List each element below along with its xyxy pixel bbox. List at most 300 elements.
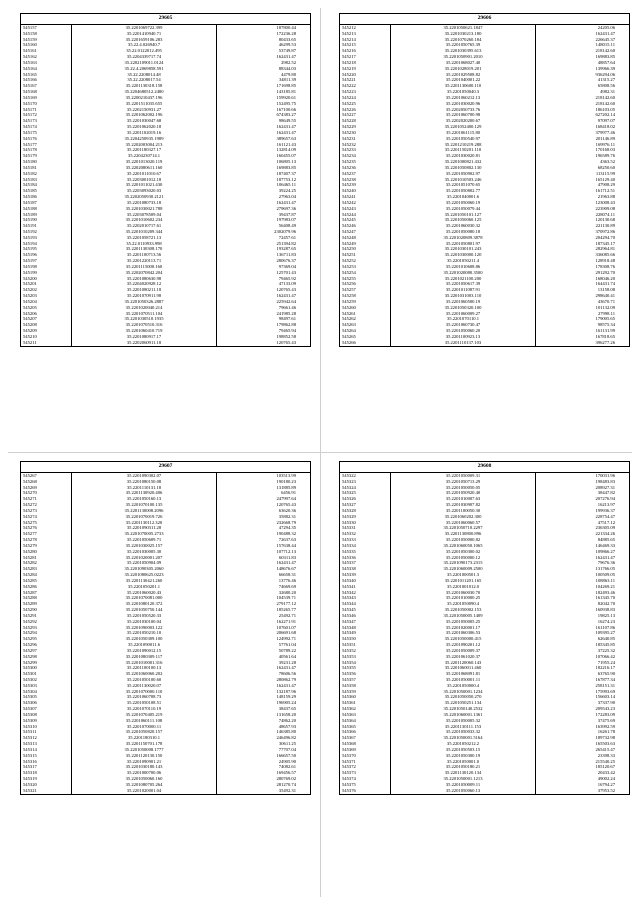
amount-cell: 170031.96 bbox=[536, 473, 630, 479]
code-cell: 35.2201050050.05 bbox=[391, 485, 536, 491]
code-cell: 35.2201110137.103 bbox=[391, 340, 536, 346]
amount-cell: 128918.48 bbox=[536, 258, 630, 264]
record-id-cell: 545357 bbox=[342, 676, 356, 682]
code-cell: 35.2201010602.234 bbox=[72, 217, 217, 223]
record-id-cell: 545209 bbox=[23, 328, 37, 334]
code-cell: 35.2201150201.110 bbox=[391, 147, 536, 153]
record-id-cell: 545231 bbox=[342, 135, 356, 141]
code-cell: 35.2201050802.77 bbox=[391, 188, 536, 194]
amount-cell: 198852.58 bbox=[217, 334, 311, 340]
code-cell: 35.2202010717.61 bbox=[72, 223, 217, 229]
record-id-cell: 545194 bbox=[23, 240, 37, 246]
amount-cell: 218142.60 bbox=[536, 48, 630, 54]
record-id-cell: 545358 bbox=[342, 682, 356, 688]
record-id-cell: 545289 bbox=[23, 601, 37, 607]
record-id-cell: 545268 bbox=[23, 478, 37, 484]
amount-cell: 936294.06 bbox=[536, 72, 630, 78]
code-cell: 35.2201021100.200 bbox=[391, 276, 536, 282]
code-cell: 35.2201050009.37 bbox=[391, 648, 536, 654]
code-cell: 35.2201090901.21 bbox=[72, 759, 217, 765]
record-id-cell: 545191 bbox=[23, 223, 37, 229]
amount-cell: 162271.91 bbox=[217, 619, 311, 625]
amount-cell: 132814.09 bbox=[217, 147, 311, 153]
record-id-cell: 545285 bbox=[23, 577, 37, 583]
code-cell: 35.2201210219.288 bbox=[391, 142, 536, 148]
code-cell: 35.2201050009.11 bbox=[391, 782, 536, 788]
amount-cell: 66658.31 bbox=[217, 572, 311, 578]
record-id-cell: 545229 bbox=[342, 124, 356, 130]
code-cell: 35.2201130308.170 bbox=[72, 246, 217, 252]
code-cell: 35.2201050609.71 bbox=[72, 537, 217, 543]
amount-cell: 16274.23 bbox=[536, 619, 630, 625]
amount-cell: 389657.63 bbox=[217, 136, 311, 142]
amount-cell: 163992.59 bbox=[536, 724, 630, 730]
code-cell: 35.2201050079.44 bbox=[391, 206, 536, 212]
code-cell: 35.2201000821.432 bbox=[391, 159, 536, 165]
record-id-cell: 545203 bbox=[23, 293, 37, 299]
code-cell: 35.2204680512.2480 bbox=[72, 89, 217, 95]
code-cell: 35.2202080611.160 bbox=[72, 165, 217, 171]
amount-cell: 228074.11 bbox=[536, 212, 630, 218]
page-divider-horizontal bbox=[8, 452, 632, 453]
code-cell: 35.2201050180.21 bbox=[391, 764, 536, 770]
record-id-cell: 545166 bbox=[23, 77, 37, 83]
record-id-cell: 545237 bbox=[342, 170, 356, 176]
record-id-cell: 545359 bbox=[342, 688, 356, 694]
record-id-cell: 545343 bbox=[342, 595, 356, 601]
code-cell: 35.2201020001.207 bbox=[72, 555, 217, 561]
record-id-cell: 545260 bbox=[342, 304, 356, 310]
record-id-cell: 545235 bbox=[342, 159, 356, 165]
code-cell: 35.2201050005.32 bbox=[391, 718, 536, 724]
code-cell: 35.2201050008.1777 bbox=[72, 747, 217, 753]
amount-cell: 162431.47 bbox=[536, 555, 630, 561]
code-cell: 35.2201060009.2500 bbox=[391, 566, 536, 572]
amount-cell: 674383.27 bbox=[217, 112, 311, 118]
code-cell: 35.2204020928.12 bbox=[72, 281, 217, 287]
amount-cell: 162431.47 bbox=[536, 31, 630, 37]
code-cell: 35.2201090201.12 bbox=[391, 642, 536, 648]
table-row bbox=[21, 340, 311, 346]
record-id-cell: 545362 bbox=[342, 706, 356, 712]
code-cell: 35.2201050201.1 bbox=[72, 584, 217, 590]
record-id-cell: 545298 bbox=[23, 653, 37, 659]
amount-cell: 162431.47 bbox=[217, 124, 311, 130]
record-id-cell: 545224 bbox=[342, 94, 356, 100]
amount-cell: 167818.65 bbox=[536, 334, 630, 340]
code-cell: 35.2201070019.726 bbox=[72, 514, 217, 520]
code-cell: 35.2201180327.17 bbox=[72, 147, 217, 153]
record-id-cell: 545318 bbox=[23, 770, 37, 776]
record-id-cell: 545371 bbox=[342, 758, 356, 764]
record-id-cell: 545284 bbox=[23, 572, 37, 578]
code-cell: 35.2201050210.10 bbox=[72, 630, 217, 636]
amount-cell: 65808.56 bbox=[536, 83, 630, 89]
code-cell: 35.2201070911.98 bbox=[72, 293, 217, 299]
record-id-cell: 545214 bbox=[342, 36, 356, 42]
record-id-cell: 545176 bbox=[23, 135, 37, 141]
code-cell: 35.22.0110933.998 bbox=[72, 241, 217, 247]
code-cell: 35.2201050001.11 bbox=[391, 677, 536, 683]
record-id-cell: 545241 bbox=[342, 194, 356, 200]
amount-cell: 84885.65 bbox=[536, 537, 630, 543]
record-id-cell: 545269 bbox=[23, 484, 37, 490]
amount-cell: 13158.08 bbox=[536, 287, 630, 293]
code-cell: 35.2201050621.1847 bbox=[391, 25, 536, 31]
amount-cell: 79676.36 bbox=[536, 560, 630, 566]
record-id-cell: 545195 bbox=[23, 246, 37, 252]
record-id-cell: 545213 bbox=[342, 30, 356, 36]
record-id-cell: 545353 bbox=[342, 653, 356, 659]
amount-cell: 168046.20 bbox=[536, 276, 630, 282]
record-id-cell: 545167 bbox=[23, 83, 37, 89]
code-cell: 35.2201050750.144 bbox=[72, 607, 217, 613]
record-id-cell: 545323 bbox=[342, 478, 356, 484]
record-id-cell: 545311 bbox=[23, 729, 37, 735]
record-id-cell: 545299 bbox=[23, 659, 37, 665]
amount-cell: 162431.47 bbox=[217, 293, 311, 299]
record-id-cell: 545319 bbox=[23, 776, 37, 782]
amount-cell: 169883.85 bbox=[536, 54, 630, 60]
code-cell: 35.2201011010.67 bbox=[72, 171, 217, 177]
amount-cell: 190180.23 bbox=[217, 479, 311, 485]
record-id-cell: 545251 bbox=[342, 252, 356, 258]
code-cell: 35.2201050000.12 bbox=[391, 555, 536, 561]
amount-cell: 62640.85 bbox=[536, 636, 630, 642]
code-cell: 35.2201013020.119 bbox=[72, 159, 217, 165]
amount-cell: 74082.61 bbox=[217, 764, 311, 770]
code-cell: 35.2201050001.1213 bbox=[391, 776, 536, 782]
record-id-cell: 545288 bbox=[23, 595, 37, 601]
code-cell: 35.2201050000.4 bbox=[391, 683, 536, 689]
code-cell: 35.2202003004.213 bbox=[72, 142, 217, 148]
code-cell: 35.2201220113.71 bbox=[72, 258, 217, 264]
code-cell: 35.2201062020.18 bbox=[72, 124, 217, 130]
code-cell: 35.2201000501.3 bbox=[391, 572, 536, 578]
code-cell: 35.2201062002.196 bbox=[72, 112, 217, 118]
record-id-cell: 545309 bbox=[23, 717, 37, 723]
record-id-cell: 545197 bbox=[23, 258, 37, 264]
record-id-cell: 545364 bbox=[342, 717, 356, 723]
amount-cell: 161131.99 bbox=[536, 328, 630, 334]
record-id-cell: 545244 bbox=[342, 211, 356, 217]
record-id-cell: 545338 bbox=[342, 566, 356, 572]
record-id-cell: 545356 bbox=[342, 671, 356, 677]
record-id-cell: 545177 bbox=[23, 141, 37, 147]
code-cell: 35.2202070842.204 bbox=[72, 270, 217, 276]
code-cell: 35.2201050212.2 bbox=[391, 741, 536, 747]
code-cell: 35.2201130800.896 bbox=[391, 531, 536, 537]
code-cell: 35.2201060500.19 bbox=[391, 299, 536, 305]
amount-cell: 157638.44 bbox=[217, 543, 311, 549]
code-cell: 35.2201060020.43 bbox=[72, 590, 217, 596]
record-id-cell: 545222 bbox=[342, 83, 356, 89]
amount-cell: 298640.41 bbox=[536, 293, 630, 299]
record-id-cell: 545266 bbox=[342, 339, 356, 345]
amount-cell: 223909.08 bbox=[536, 206, 630, 212]
record-id-cell: 545196 bbox=[23, 252, 37, 258]
amount-cell: 24905.90 bbox=[217, 759, 311, 765]
amount-cell: 162431.47 bbox=[217, 665, 311, 671]
record-id-cell: 545170 bbox=[23, 100, 37, 106]
amount-cell: 218142.60 bbox=[536, 101, 630, 107]
code-cell: 35.2202150931.27 bbox=[72, 107, 217, 113]
record-id-cell: 545351 bbox=[342, 642, 356, 648]
amount-cell: 185120.67 bbox=[536, 764, 630, 770]
amount-cell: 168418.02 bbox=[536, 124, 630, 130]
code-cell: 35.2201011201.165 bbox=[391, 578, 536, 584]
code-cell: 35.2201050540.97 bbox=[391, 136, 536, 142]
code-cell: 35.2201080211.18 bbox=[72, 287, 217, 293]
amount-cell: 161712.51 bbox=[536, 188, 630, 194]
record-id-cell: 545171 bbox=[23, 106, 37, 112]
code-cell: 35.2201068027.40 bbox=[391, 60, 536, 66]
amount-cell: 171698.85 bbox=[217, 83, 311, 89]
code-cell: 35.2201050009.31 bbox=[391, 473, 536, 479]
code-cell: 35.2201050001.1234 bbox=[391, 689, 536, 695]
amount-cell: 204294.70 bbox=[536, 235, 630, 241]
amount-cell: 82042.70 bbox=[536, 601, 630, 607]
code-cell: 35.2201511035.655 bbox=[72, 101, 217, 107]
amount-cell: 46299.53 bbox=[217, 42, 311, 48]
amount-cell: 78606.56 bbox=[217, 671, 311, 677]
amount-cell: 34811.39 bbox=[217, 77, 311, 83]
record-id-cell: 545240 bbox=[342, 188, 356, 194]
amount-cell: 106805.13 bbox=[217, 159, 311, 165]
amount-cell: 201146.89 bbox=[536, 136, 630, 142]
amount-cell: 178308.76 bbox=[536, 264, 630, 270]
code-cell: 35.2201115000.160 bbox=[72, 264, 217, 270]
amount-cell: 379977.46 bbox=[536, 130, 630, 136]
record-id-cell: 545286 bbox=[23, 583, 37, 589]
record-id-cell: 545236 bbox=[342, 164, 356, 170]
amount-cell: 190488.32 bbox=[217, 531, 311, 537]
code-cell: 35.2203093020.03 bbox=[72, 188, 217, 194]
amount-cell: 37337.90 bbox=[536, 700, 630, 706]
code-cell: 35.2204230714.1 bbox=[72, 153, 217, 159]
record-id-cell: 545275 bbox=[23, 519, 37, 525]
record-id-cell: 545232 bbox=[342, 141, 356, 147]
code-cell: 35.2201050326.2887 bbox=[72, 299, 217, 305]
code-cell: 35.2201029508.82 bbox=[391, 72, 536, 78]
amount-cell: 131885.89 bbox=[217, 485, 311, 491]
record-id-cell: 545253 bbox=[342, 263, 356, 269]
code-cell: 35.2201050060.160 bbox=[72, 776, 217, 782]
record-id-cell: 545374 bbox=[342, 776, 356, 782]
amount-cell: 16261.78 bbox=[536, 729, 630, 735]
code-cell: 35.2201068091.81 bbox=[391, 671, 536, 677]
amount-cell: 281270.74 bbox=[217, 782, 311, 788]
amount-cell: 179862.88 bbox=[217, 322, 311, 328]
amount-cell: 225942.64 bbox=[217, 299, 311, 305]
amount-cell: 169883.85 bbox=[217, 165, 311, 171]
code-cell: 35.2201030021.788 bbox=[72, 206, 217, 212]
record-id-cell: 545300 bbox=[23, 665, 37, 671]
code-cell: 35.2201050520.33 bbox=[72, 613, 217, 619]
record-id-cell: 545349 bbox=[342, 630, 356, 636]
amount-cell: 161345.70 bbox=[536, 595, 630, 601]
record-id-cell: 545337 bbox=[342, 560, 356, 566]
amount-cell: 187345.17 bbox=[536, 241, 630, 247]
code-cell: 35.2201060111.108 bbox=[72, 718, 217, 724]
record-id-cell: 545204 bbox=[23, 298, 37, 304]
code-cell: 35.2201060410.719 bbox=[72, 328, 217, 334]
code-cell: 35.2201130120.134 bbox=[391, 770, 536, 776]
amount-cell: 56408.49 bbox=[217, 223, 311, 229]
amount-cell: 4363.52 bbox=[536, 159, 630, 165]
code-cell: 35.2201010503.246 bbox=[391, 177, 536, 183]
record-id-cell: 545304 bbox=[23, 688, 37, 694]
record-id-cell: 545186 bbox=[23, 194, 37, 200]
code-cell: 35.2201050160.13 bbox=[72, 496, 217, 502]
code-cell: 35.2201011087.91 bbox=[391, 287, 536, 293]
record-id-cell: 545215 bbox=[342, 42, 356, 48]
record-id-cell: 545297 bbox=[23, 647, 37, 653]
amount-cell: 247997.64 bbox=[217, 496, 311, 502]
amount-cell: 172236.28 bbox=[217, 31, 311, 37]
amount-cell: 6456.91 bbox=[217, 490, 311, 496]
code-cell: 35.2201130020.07 bbox=[72, 683, 217, 689]
code-cell: 35.2201050710.2297 bbox=[391, 525, 536, 531]
amount-cell: 47517.12 bbox=[536, 520, 630, 526]
code-cell: 35.2201050001.5164 bbox=[391, 735, 536, 741]
amount-cell: 185345.85 bbox=[536, 642, 630, 648]
amount-cell: 196589.76 bbox=[536, 153, 630, 159]
record-id-cell: 545158 bbox=[23, 30, 37, 36]
amount-cell: 20433.42 bbox=[536, 770, 630, 776]
code-cell: 35.2201000700.06 bbox=[72, 770, 217, 776]
amount-cell: 120130.68 bbox=[536, 217, 630, 223]
record-id-cell: 545363 bbox=[342, 711, 356, 717]
code-cell: 35.2201010209.344 bbox=[72, 229, 217, 235]
record-id-cell: 545302 bbox=[23, 676, 37, 682]
code-cell: 35.2201060060.202 bbox=[72, 671, 217, 677]
code-cell: 35.2201030395.613 bbox=[391, 48, 536, 54]
code-cell: 35.2201050320.100 bbox=[391, 305, 536, 311]
code-cell: 35.2201040001.22 bbox=[391, 77, 536, 83]
record-id-cell: 545375 bbox=[342, 781, 356, 787]
amount-cell: 241985.28 bbox=[217, 311, 311, 317]
amount-cell: 100509.05 bbox=[536, 572, 630, 578]
record-id-cell: 545178 bbox=[23, 147, 37, 153]
amount-cell: 19825.13 bbox=[536, 613, 630, 619]
record-id-cell: 545303 bbox=[23, 682, 37, 688]
amount-cell: 98575.34 bbox=[536, 322, 630, 328]
code-cell: 35.2201030101.243 bbox=[391, 246, 536, 252]
record-id-cell: 545205 bbox=[23, 304, 37, 310]
amount-cell: 72637.63 bbox=[217, 537, 311, 543]
code-cell: 35.2201011021.430 bbox=[72, 182, 217, 188]
code-cell: 35.2201051070.65 bbox=[391, 182, 536, 188]
code-cell: 35.2201030005.30 bbox=[72, 549, 217, 555]
amount-cell: 279177.12 bbox=[217, 601, 311, 607]
code-cell: 35.2201050100.60 bbox=[72, 677, 217, 683]
code-cell: 35.2201050060.125 bbox=[391, 217, 536, 223]
record-id-cell: 545360 bbox=[342, 694, 356, 700]
code-cell: 35.2201130318.158 bbox=[72, 83, 217, 89]
record-id-cell: 545162 bbox=[23, 54, 37, 60]
record-id-cell: 545211 bbox=[23, 339, 37, 345]
record-id-cell: 545369 bbox=[342, 746, 356, 752]
amount-cell: 53749.87 bbox=[217, 48, 311, 54]
amount-cell: 251394.82 bbox=[217, 241, 311, 247]
code-cell: 35.2201060001.1361 bbox=[391, 712, 536, 718]
record-id-cell: 545333 bbox=[342, 537, 356, 543]
record-id-cell: 545352 bbox=[342, 647, 356, 653]
amount-cell: 136711.83 bbox=[217, 252, 311, 258]
record-id-cell: 545340 bbox=[342, 577, 356, 583]
code-cell: 35.2201050251.134 bbox=[391, 700, 536, 706]
amount-cell: 146385.80 bbox=[217, 729, 311, 735]
amount-cell: 165503.63 bbox=[536, 741, 630, 747]
amount-cell: 79465.92 bbox=[217, 276, 311, 282]
code-cell: 35.2201030000.120 bbox=[391, 252, 536, 258]
amount-cell: 80433.65 bbox=[217, 37, 311, 43]
code-cell: 35.2201070005.2733 bbox=[72, 531, 217, 537]
amount-cell: 47294.35 bbox=[217, 525, 311, 531]
record-id-cell: 545190 bbox=[23, 217, 37, 223]
code-cell: 35.2201080630.98 bbox=[72, 276, 217, 282]
table-row bbox=[340, 788, 630, 794]
amount-cell: 123008.43 bbox=[536, 200, 630, 206]
record-id-cell: 545207 bbox=[23, 316, 37, 322]
data-table bbox=[339, 13, 630, 347]
record-id-cell: 545248 bbox=[342, 234, 356, 240]
record-id-cell: 545219 bbox=[342, 65, 356, 71]
record-id-cell: 545267 bbox=[23, 473, 37, 478]
code-cell: 35.2201050309.100 bbox=[72, 636, 217, 642]
amount-cell: 39437.87 bbox=[217, 212, 311, 218]
code-cell: 35.2201070510.316 bbox=[72, 322, 217, 328]
code-cell: 35.2201100100.13 bbox=[72, 665, 217, 671]
record-id-cell: 545234 bbox=[342, 153, 356, 159]
code-cell: 35.2201030025.157 bbox=[72, 543, 217, 549]
code-cell: 35.2201020001.17 bbox=[391, 625, 536, 631]
amount-cell: 32680.20 bbox=[217, 590, 311, 596]
record-id-cell: 545159 bbox=[23, 36, 37, 42]
amount-cell: 169976.11 bbox=[536, 142, 630, 148]
amount-cell: 265415.47 bbox=[536, 747, 630, 753]
amount-cell: 104269.21 bbox=[536, 584, 630, 590]
record-id-cell: 545293 bbox=[23, 624, 37, 630]
amount-cell: 24205.06 bbox=[536, 25, 630, 31]
record-id-cell: 545270 bbox=[23, 490, 37, 496]
code-cell: 35.2201030020.81 bbox=[391, 153, 536, 159]
amount-cell: 196905.24 bbox=[217, 700, 311, 706]
amount-cell: 197983.07 bbox=[217, 217, 311, 223]
amount-cell: 280769.02 bbox=[217, 776, 311, 782]
record-id-cell: 545308 bbox=[23, 711, 37, 717]
record-id-cell: 545199 bbox=[23, 269, 37, 275]
code-cell: 35.2203078509.04 bbox=[72, 212, 217, 218]
record-id-cell: 545290 bbox=[23, 607, 37, 613]
record-id-cell: 545368 bbox=[342, 741, 356, 747]
code-cell: 35.2201130111.153 bbox=[391, 724, 536, 730]
record-id-cell: 545342 bbox=[342, 589, 356, 595]
amount-cell: 198483.83 bbox=[536, 479, 630, 485]
amount-cell: 280676.37 bbox=[217, 258, 311, 264]
table-row bbox=[21, 788, 311, 794]
table-title: 29605 bbox=[21, 14, 311, 25]
code-cell: 35.2201070000.110 bbox=[72, 689, 217, 695]
amount-cell: 97369.04 bbox=[217, 264, 311, 270]
code-cell: 35.2202060911.18 bbox=[72, 340, 217, 346]
code-cell: 35.2201090012.15 bbox=[72, 648, 217, 654]
amount-cell: 160938.83 bbox=[536, 607, 630, 613]
record-id-cell: 545282 bbox=[23, 560, 37, 566]
record-id-cell: 545287 bbox=[23, 589, 37, 595]
code-cell: 35.2201090311.28 bbox=[72, 525, 217, 531]
